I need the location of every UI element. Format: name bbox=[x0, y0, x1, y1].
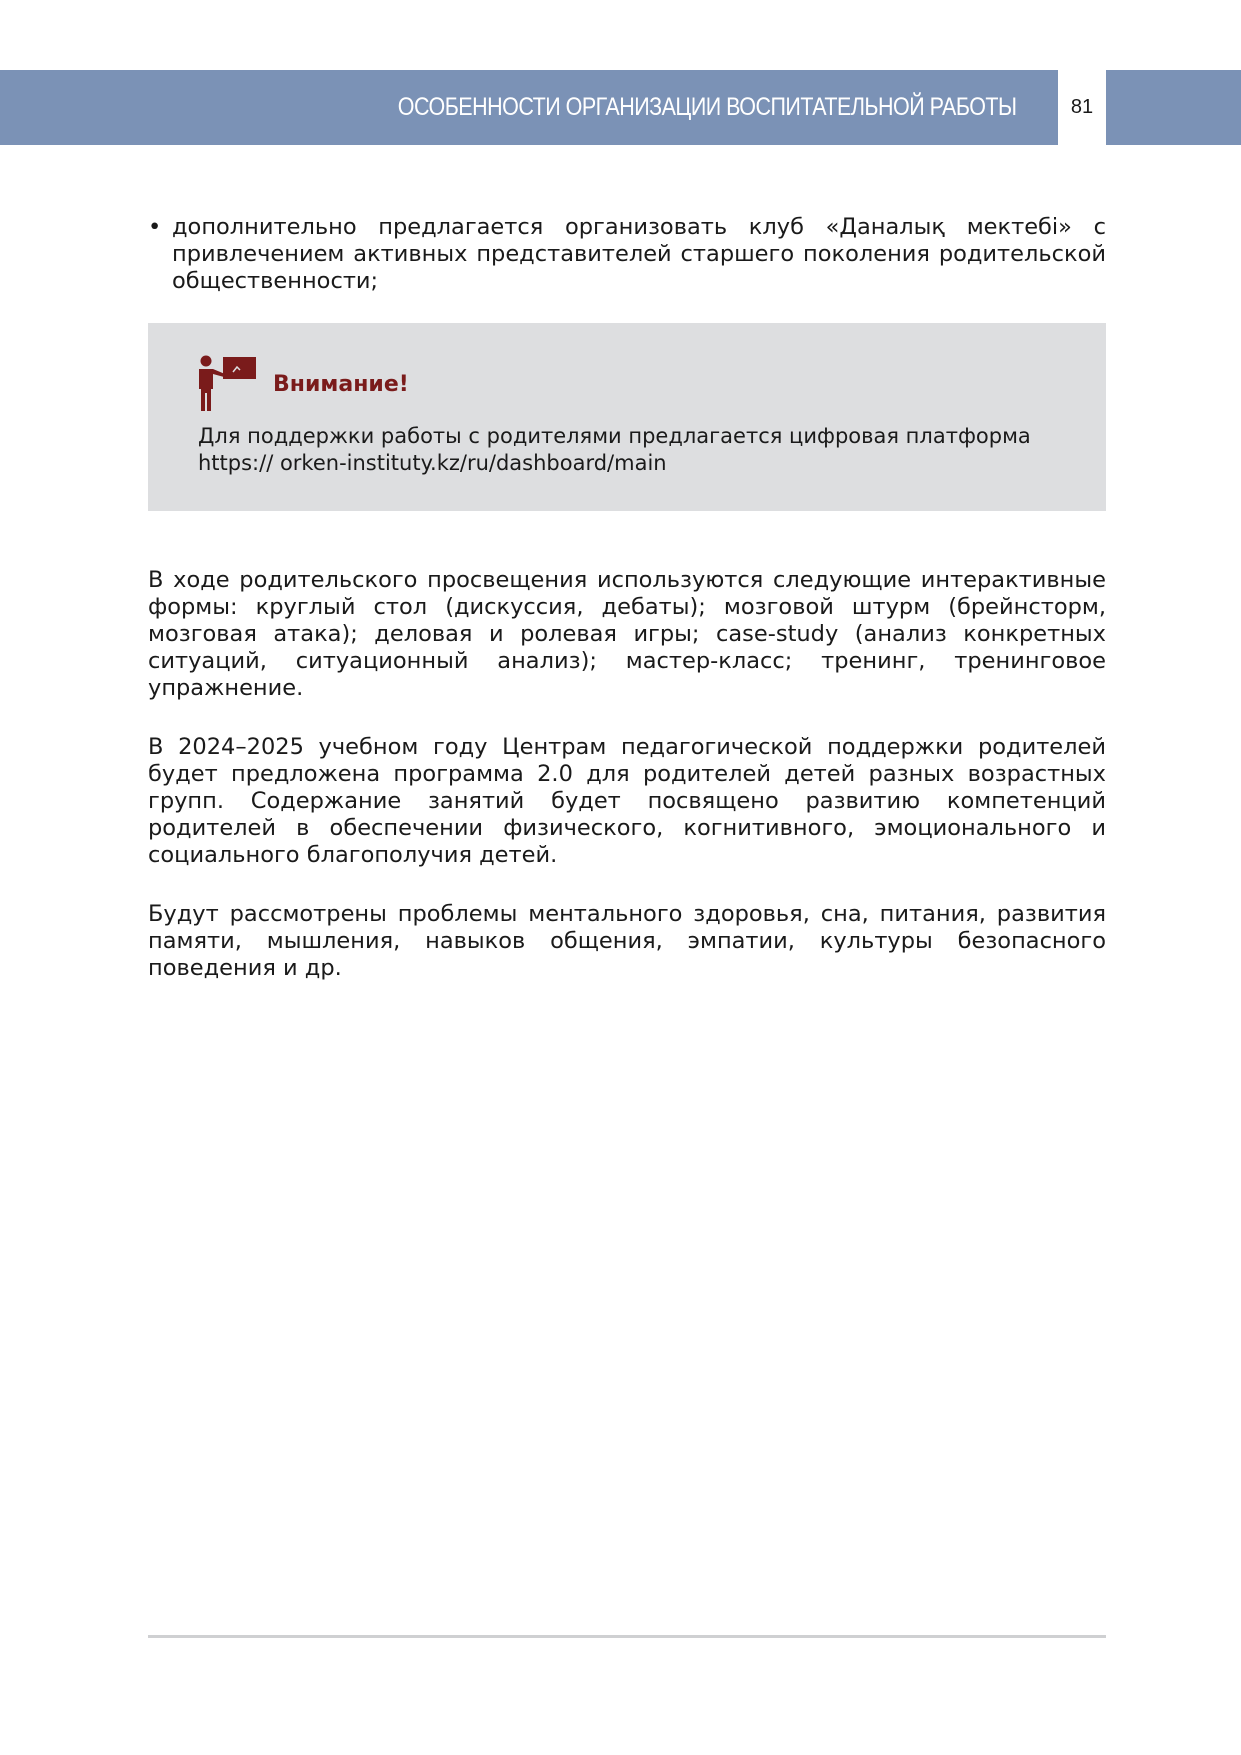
paragraph-topics: Будут рассмотрены проблемы ментального здоровья, сна, питания, развития памяти, мышления, навыков общения, эмпатии, культуры безопасного поведения и др. bbox=[148, 901, 1106, 981]
paragraph-interactive-forms: В ходе родительского просвещения используются следующие интерактивные формы: круглый стол (дискуссия, дебаты); мозговой штурм (брейнсторм, мозговая атака); деловая и ролевая игры; case-study (анализ конкретных ситуаций, ситуационный анализ); мастер-класс; тренинг, тренинговое упражнение. bbox=[148, 567, 1106, 701]
notice-text: Для поддержки работы с родителями предлагается цифровая платформа https:// orken-instituty.kz/ru/dashboard/main bbox=[198, 424, 1031, 475]
teacher-at-board-icon bbox=[196, 355, 258, 413]
notice-box bbox=[148, 323, 1106, 511]
page-number: 81 bbox=[1070, 96, 1094, 118]
header-tab bbox=[1106, 70, 1241, 145]
footer-rule bbox=[148, 1635, 1106, 1638]
running-header-title: ОСОБЕННОСТИ ОРГАНИЗАЦИИ ВОСПИТАТЕЛЬНОЙ РАБОТЫ bbox=[398, 93, 1017, 121]
notice-heading: Внимание! bbox=[273, 372, 409, 397]
page-content bbox=[148, 214, 1106, 982]
paragraph-program: В 2024–2025 учебном году Центрам педагогической поддержки родителей будет предложена программа 2.0 для родителей детей разных возрастных групп. Содержание занятий будет посвящено развитию компетенций родителей в обеспечении физического, когнитивного, эмоционального и социального благополучия детей. bbox=[148, 734, 1106, 868]
bullet-list-item bbox=[148, 214, 1106, 295]
bullet-marker: • bbox=[148, 214, 162, 240]
bullet-text: дополнительно предлагается организовать клуб «Даналық мектебі» с привлечением активных представителей старшего поколения родительской общественности; bbox=[172, 214, 1106, 294]
